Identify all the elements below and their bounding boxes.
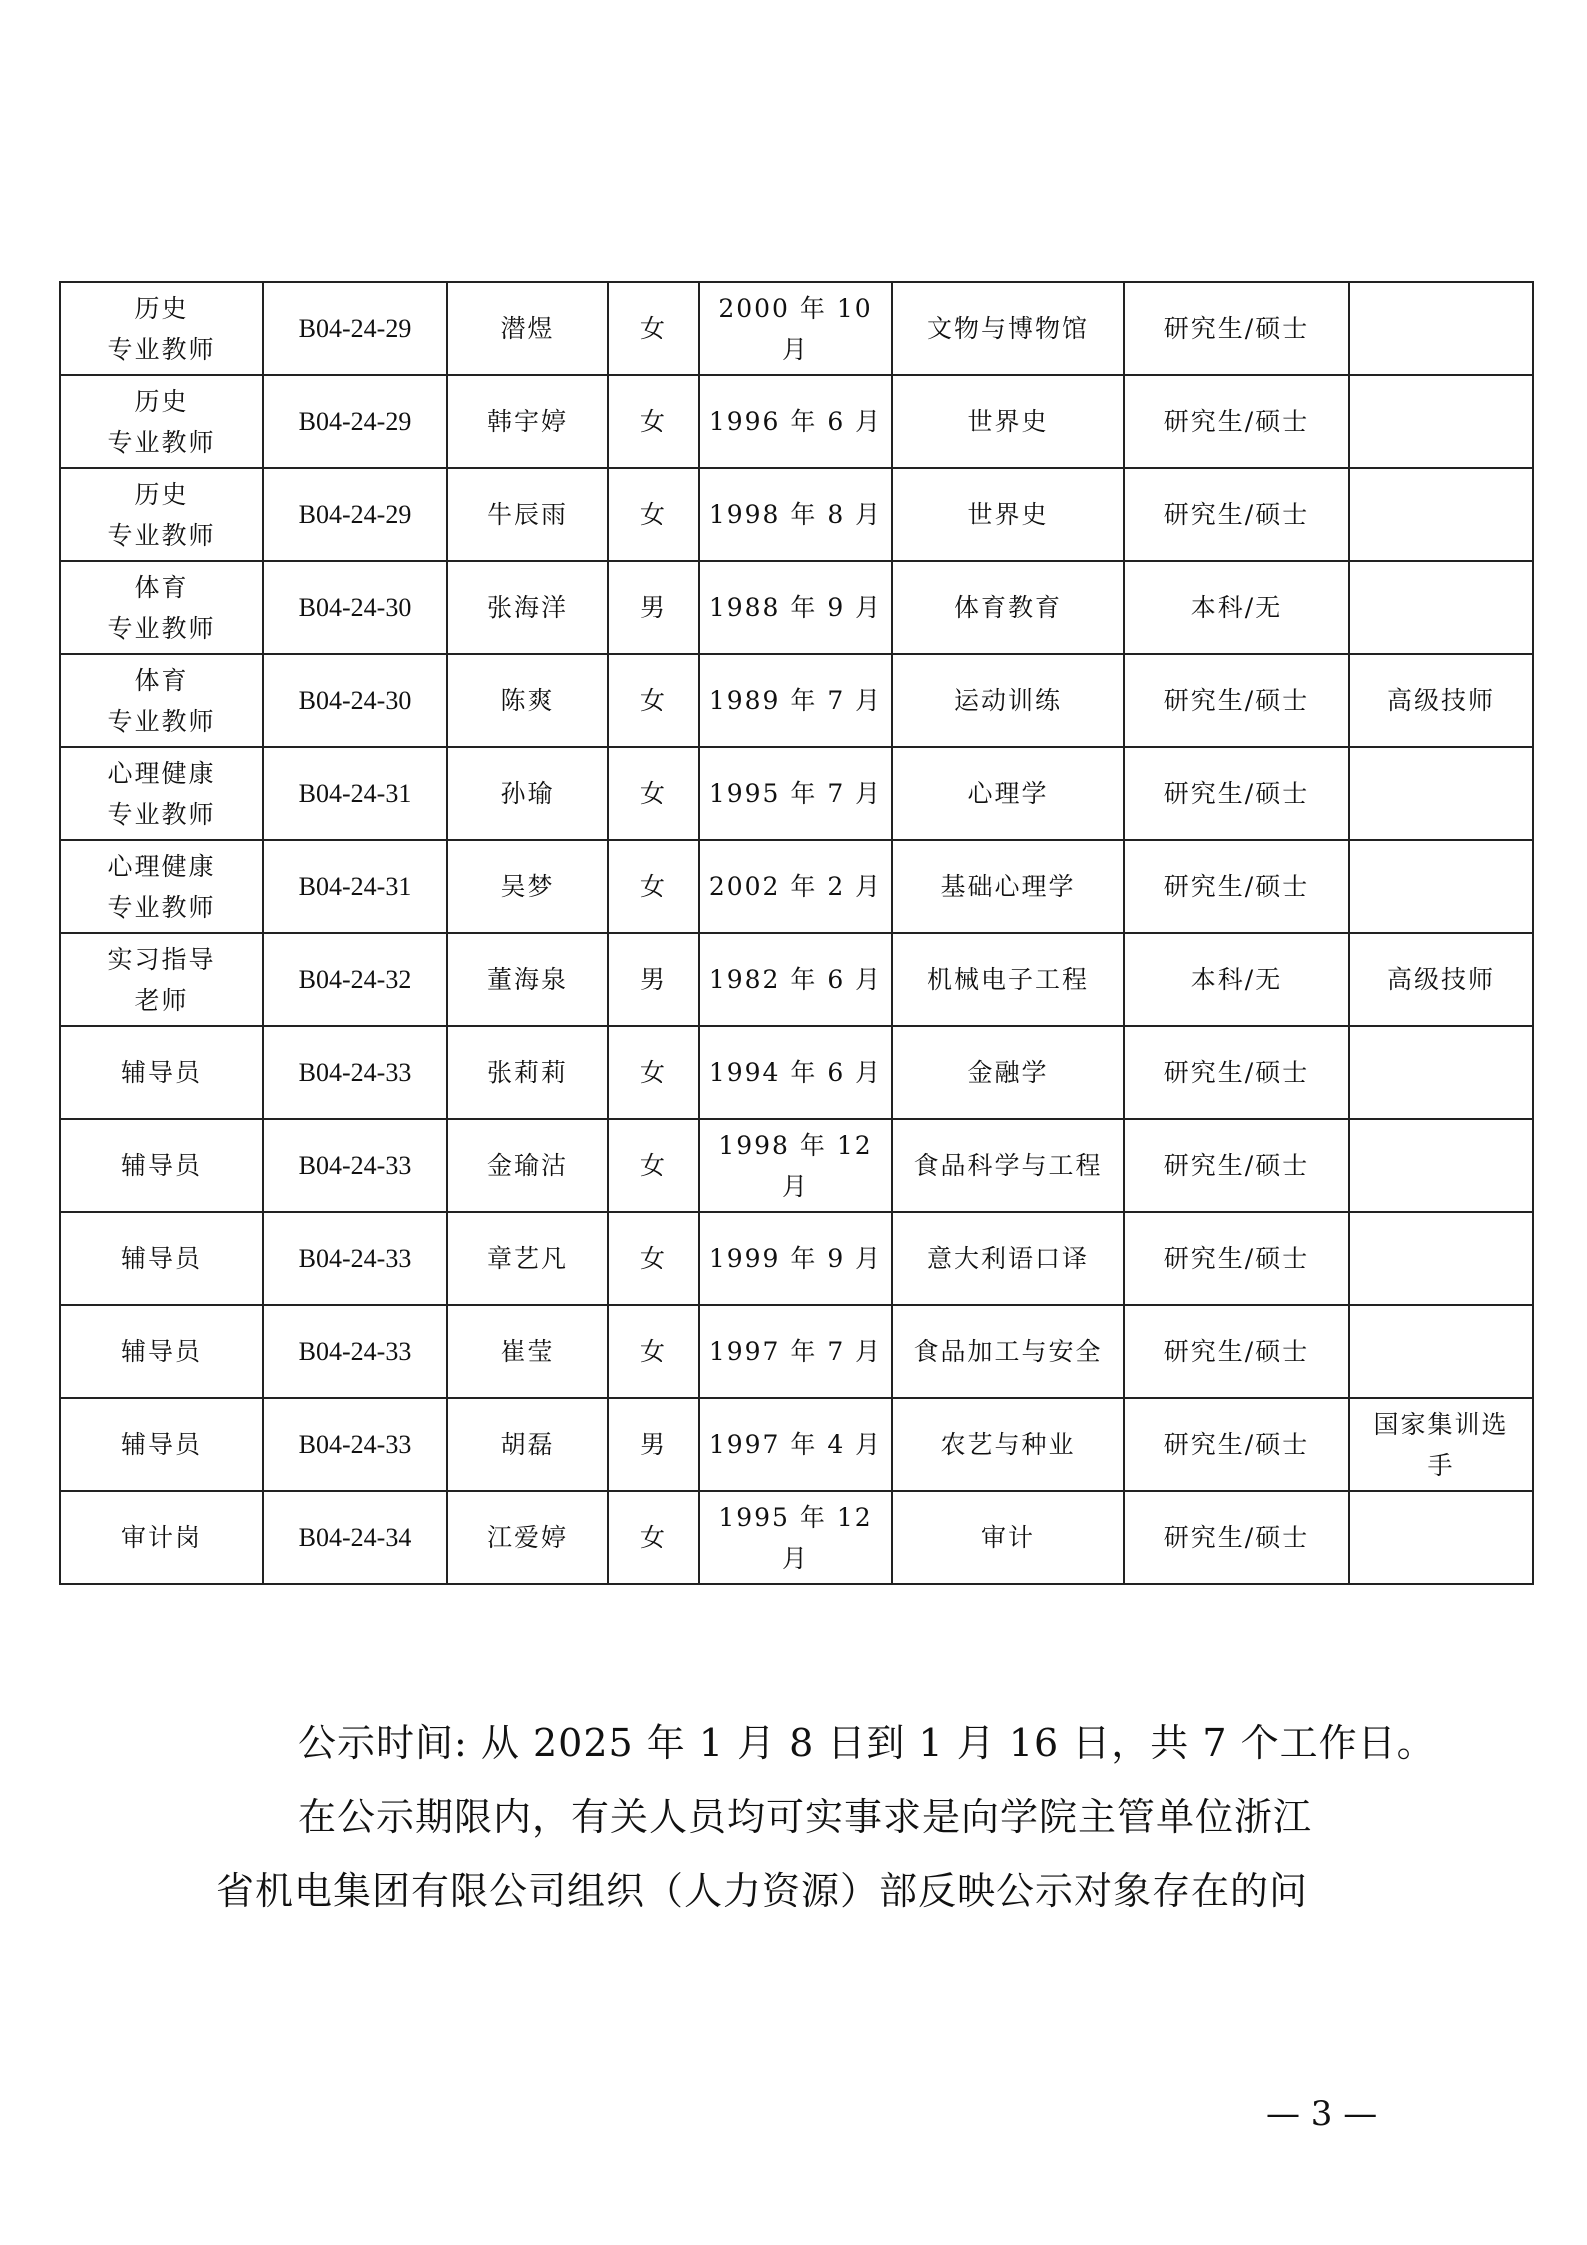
cell-gender: 女 xyxy=(608,1491,699,1584)
cell-note xyxy=(1349,1305,1533,1398)
cell-major: 心理学 xyxy=(892,747,1124,840)
cell-gender: 女 xyxy=(608,375,699,468)
cell-major: 意大利语口译 xyxy=(892,1212,1124,1305)
cell-note: 国家集训选 手 xyxy=(1349,1398,1533,1491)
table-row xyxy=(60,1491,1533,1584)
cell-gender: 男 xyxy=(608,561,699,654)
cell-education: 研究生/硕士 xyxy=(1124,654,1349,747)
cell-major: 食品加工与安全 xyxy=(892,1305,1124,1398)
cell-note: 高级技师 xyxy=(1349,933,1533,1026)
cell-major: 世界史 xyxy=(892,375,1124,468)
cell-position: 历史 专业教师 xyxy=(60,282,263,375)
cell-gender: 女 xyxy=(608,1026,699,1119)
cell-name: 张海洋 xyxy=(447,561,608,654)
cell-note xyxy=(1349,1491,1533,1584)
cell-note xyxy=(1349,468,1533,561)
cell-gender: 女 xyxy=(608,747,699,840)
cell-birth: 1989 年 7 月 xyxy=(699,654,892,747)
cell-birth: 1997 年 7 月 xyxy=(699,1305,892,1398)
cell-education: 本科/无 xyxy=(1124,933,1349,1026)
cell-education: 研究生/硕士 xyxy=(1124,375,1349,468)
cell-code: B04-24-31 xyxy=(263,747,447,840)
cell-note xyxy=(1349,282,1533,375)
cell-name: 牛辰雨 xyxy=(447,468,608,561)
cell-gender: 女 xyxy=(608,468,699,561)
cell-note xyxy=(1349,840,1533,933)
cell-position: 辅导员 xyxy=(60,1026,263,1119)
cell-birth: 2002 年 2 月 xyxy=(699,840,892,933)
cell-name: 吴梦 xyxy=(447,840,608,933)
cell-note xyxy=(1349,747,1533,840)
cell-birth: 2000 年 10 月 xyxy=(699,282,892,375)
cell-major: 审计 xyxy=(892,1491,1124,1584)
cell-code: B04-24-33 xyxy=(263,1305,447,1398)
cell-position: 历史 专业教师 xyxy=(60,375,263,468)
cell-gender: 女 xyxy=(608,1212,699,1305)
cell-code: B04-24-30 xyxy=(263,654,447,747)
cell-note: 高级技师 xyxy=(1349,654,1533,747)
cell-position: 心理健康 专业教师 xyxy=(60,747,263,840)
cell-name: 韩宇婷 xyxy=(447,375,608,468)
table-row xyxy=(60,282,1533,375)
cell-position: 体育 专业教师 xyxy=(60,561,263,654)
cell-position: 辅导员 xyxy=(60,1398,263,1491)
cell-major: 体育教育 xyxy=(892,561,1124,654)
cell-code: B04-24-29 xyxy=(263,282,447,375)
table-row xyxy=(60,561,1533,654)
cell-note xyxy=(1349,561,1533,654)
cell-education: 研究生/硕士 xyxy=(1124,747,1349,840)
cell-birth: 1997 年 4 月 xyxy=(699,1398,892,1491)
cell-birth: 1995 年 12 月 xyxy=(699,1491,892,1584)
cell-name: 崔莹 xyxy=(447,1305,608,1398)
table-row xyxy=(60,468,1533,561)
cell-position: 审计岗 xyxy=(60,1491,263,1584)
cell-gender: 女 xyxy=(608,840,699,933)
cell-major: 金融学 xyxy=(892,1026,1124,1119)
cell-position: 心理健康 专业教师 xyxy=(60,840,263,933)
cell-birth: 1988 年 9 月 xyxy=(699,561,892,654)
cell-education: 研究生/硕士 xyxy=(1124,840,1349,933)
cell-name: 江爱婷 xyxy=(447,1491,608,1584)
cell-position: 实习指导 老师 xyxy=(60,933,263,1026)
cell-name: 胡磊 xyxy=(447,1398,608,1491)
notice-paragraph-line: 在公示期限内，有关人员均可实事求是向学院主管单位浙江 xyxy=(298,1795,1313,1839)
cell-major: 运动训练 xyxy=(892,654,1124,747)
cell-position: 辅导员 xyxy=(60,1119,263,1212)
cell-name: 董海泉 xyxy=(447,933,608,1026)
cell-gender: 女 xyxy=(608,1119,699,1212)
personnel-table-body xyxy=(60,282,1533,1584)
cell-name: 孙瑜 xyxy=(447,747,608,840)
cell-birth: 1999 年 9 月 xyxy=(699,1212,892,1305)
cell-major: 文物与博物馆 xyxy=(892,282,1124,375)
table-row xyxy=(60,1305,1533,1398)
cell-name: 金瑜沽 xyxy=(447,1119,608,1212)
cell-gender: 男 xyxy=(608,933,699,1026)
cell-code: B04-24-34 xyxy=(263,1491,447,1584)
cell-education: 研究生/硕士 xyxy=(1124,468,1349,561)
cell-education: 研究生/硕士 xyxy=(1124,1026,1349,1119)
cell-major: 农艺与种业 xyxy=(892,1398,1124,1491)
cell-code: B04-24-29 xyxy=(263,375,447,468)
cell-code: B04-24-33 xyxy=(263,1119,447,1212)
cell-code: B04-24-31 xyxy=(263,840,447,933)
cell-note xyxy=(1349,375,1533,468)
cell-major: 基础心理学 xyxy=(892,840,1124,933)
table-row xyxy=(60,1119,1533,1212)
notice-paragraph-line: 省机电集团有限公司组织（人力资源）部反映公示对象存在的问 xyxy=(216,1869,1309,1913)
cell-code: B04-24-29 xyxy=(263,468,447,561)
cell-gender: 女 xyxy=(608,282,699,375)
table-row xyxy=(60,654,1533,747)
cell-birth: 1982 年 6 月 xyxy=(699,933,892,1026)
cell-position: 辅导员 xyxy=(60,1305,263,1398)
cell-birth: 1998 年 12 月 xyxy=(699,1119,892,1212)
cell-birth: 1996 年 6 月 xyxy=(699,375,892,468)
cell-note xyxy=(1349,1119,1533,1212)
cell-code: B04-24-33 xyxy=(263,1212,447,1305)
personnel-table xyxy=(59,281,1534,1585)
cell-education: 研究生/硕士 xyxy=(1124,1119,1349,1212)
cell-name: 陈爽 xyxy=(447,654,608,747)
cell-birth: 1994 年 6 月 xyxy=(699,1026,892,1119)
table-row xyxy=(60,1212,1533,1305)
table-row xyxy=(60,747,1533,840)
cell-education: 研究生/硕士 xyxy=(1124,1491,1349,1584)
cell-code: B04-24-33 xyxy=(263,1398,447,1491)
cell-note xyxy=(1349,1212,1533,1305)
cell-birth: 1995 年 7 月 xyxy=(699,747,892,840)
table-row xyxy=(60,375,1533,468)
cell-education: 研究生/硕士 xyxy=(1124,1398,1349,1491)
table-row xyxy=(60,1026,1533,1119)
cell-name: 潜煜 xyxy=(447,282,608,375)
cell-code: B04-24-30 xyxy=(263,561,447,654)
cell-name: 张莉莉 xyxy=(447,1026,608,1119)
cell-gender: 男 xyxy=(608,1398,699,1491)
cell-education: 研究生/硕士 xyxy=(1124,282,1349,375)
page-number: — 3 — xyxy=(1266,2094,1378,2134)
cell-note xyxy=(1349,1026,1533,1119)
cell-education: 研究生/硕士 xyxy=(1124,1305,1349,1398)
cell-major: 世界史 xyxy=(892,468,1124,561)
cell-code: B04-24-32 xyxy=(263,933,447,1026)
notice-period-text: 公示时间: 从 2025 年 1 月 8 日到 1 月 16 日，共 7 个工作日。 xyxy=(298,1721,1436,1765)
cell-position: 体育 专业教师 xyxy=(60,654,263,747)
table-row xyxy=(60,840,1533,933)
cell-code: B04-24-33 xyxy=(263,1026,447,1119)
cell-birth: 1998 年 8 月 xyxy=(699,468,892,561)
cell-major: 食品科学与工程 xyxy=(892,1119,1124,1212)
cell-education: 研究生/硕士 xyxy=(1124,1212,1349,1305)
cell-gender: 女 xyxy=(608,654,699,747)
cell-name: 章艺凡 xyxy=(447,1212,608,1305)
cell-major: 机械电子工程 xyxy=(892,933,1124,1026)
cell-education: 本科/无 xyxy=(1124,561,1349,654)
cell-position: 历史 专业教师 xyxy=(60,468,263,561)
table-row xyxy=(60,933,1533,1026)
cell-position: 辅导员 xyxy=(60,1212,263,1305)
cell-gender: 女 xyxy=(608,1305,699,1398)
table-row xyxy=(60,1398,1533,1491)
